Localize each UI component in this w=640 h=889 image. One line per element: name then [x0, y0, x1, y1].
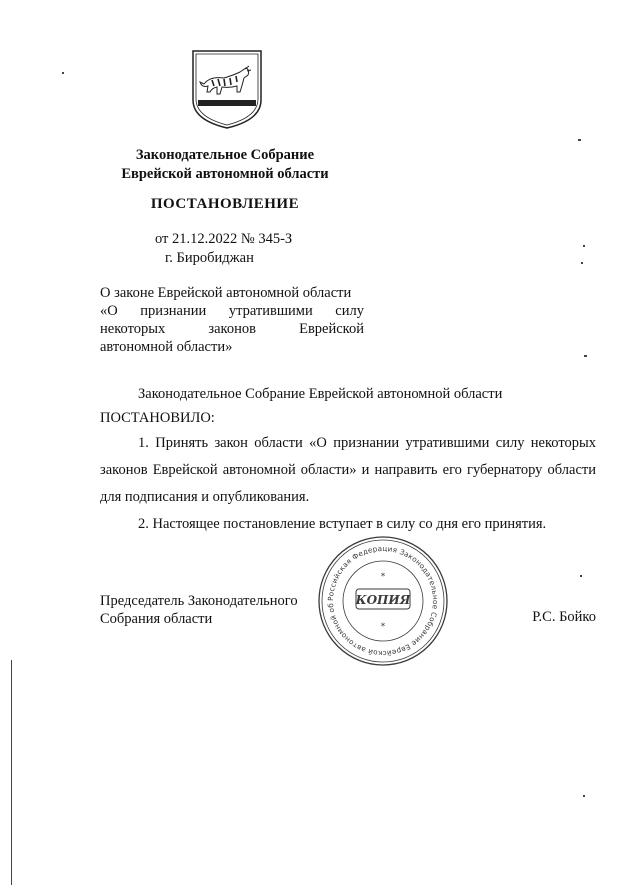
- seal-ring-text: Российская Федерация Законодательное Собрание Еврейской автономной об: [325, 543, 441, 659]
- subject-line-2: «О признании утратившими силу: [100, 303, 364, 319]
- document-body: [100, 384, 596, 538]
- document-type: ПОСТАНОВЛЕНИЕ: [150, 196, 300, 212]
- organization-line-1: Законодательное Собрание: [135, 147, 315, 163]
- subject-line-4: автономной области»: [100, 339, 233, 355]
- svg-text:*: *: [380, 572, 386, 582]
- scan-speck: [584, 355, 587, 357]
- scan-speck: [583, 795, 585, 797]
- document-subject: [100, 284, 364, 356]
- signatory-title: [100, 592, 298, 628]
- scan-speck: [581, 262, 583, 264]
- resolution-item-2: 2. Настоящее постановление вступает в силу со дня его принятия.: [138, 516, 547, 532]
- signatory-title-line-1: Председатель Законодательного: [100, 593, 298, 609]
- official-seal: [316, 534, 450, 668]
- signatory-title-line-2: Собрания области: [100, 611, 213, 627]
- scan-edge-line: [11, 660, 12, 885]
- scan-speck: [580, 575, 582, 577]
- subject-line-3: некоторых законов Еврейской: [100, 321, 364, 337]
- svg-text:*: *: [380, 622, 386, 632]
- coat-of-arms-icon: [190, 48, 264, 130]
- scan-speck: [583, 245, 585, 247]
- resolved-heading: ПОСТАНОВИЛО:: [100, 410, 215, 426]
- organization-name: [100, 146, 350, 184]
- date-and-number: от 21.12.2022 № 345-З: [155, 231, 293, 247]
- resolution-item-1: 1. Принять закон области «О признании утратившими силу некоторых законов Еврейской автономной области» и направить его губернатору области для подписания и опубликования.: [100, 435, 596, 505]
- scan-speck: [62, 72, 64, 74]
- intro-paragraph: Законодательное Собрание Еврейской автономной области: [138, 386, 503, 402]
- seal-center-text: КОПИЯ: [355, 593, 411, 607]
- organization-line-2: Еврейской автономной области: [121, 166, 329, 182]
- subject-line-1: О законе Еврейской автономной области: [100, 285, 352, 301]
- city: г. Биробиджан: [165, 250, 254, 266]
- scan-speck: [578, 139, 581, 141]
- signatory-name: Р.С. Бойко: [532, 609, 596, 625]
